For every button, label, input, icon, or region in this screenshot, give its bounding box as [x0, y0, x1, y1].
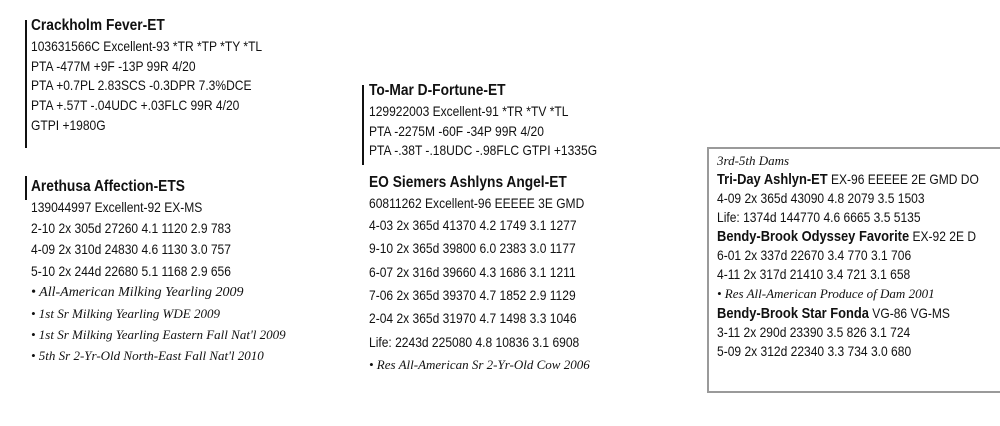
dam-entry-classification: VG-86 VG-MS [868, 305, 950, 321]
dam-entry-award: • Res All-American Produce of Dam 2001 [717, 286, 935, 301]
middle-sire-name: To-Mar D-Fortune-ET [369, 82, 506, 99]
dam-entry-record: 3-11 2x 290d 23390 3.5 826 3.1 724 [717, 324, 911, 340]
left-dam-line: 139044997 Excellent-92 EX-MS [31, 199, 203, 215]
middle-dam-award: • Res All-American Sr 2-Yr-Old Cow 2006 [369, 357, 590, 373]
middle-sire-line: PTA -2275M -60F -34P 99R 4/20 [369, 122, 544, 139]
left-sire-line: GTPI +1980G [31, 116, 106, 133]
middle-dam-block [369, 172, 619, 375]
left-dam-name: Arethusa Affection-ETS [31, 178, 185, 195]
dams-box-header: 3rd-5th Dams [717, 153, 790, 168]
middle-dam-record: 6-07 2x 316d 39660 4.3 1686 3.1 1211 [369, 263, 576, 280]
left-dam-award: • 1st Sr Milking Yearling WDE 2009 [31, 306, 220, 322]
dam-entry-name: Bendy-Brook Star Fonda [717, 305, 869, 322]
left-sire-line: PTA +.57T -.04UDC +.03FLC 99R 4/20 [31, 97, 240, 114]
dam-entry-title [717, 227, 977, 246]
left-sire-line: 103631566C Excellent-93 *TR *TP *TY *TL [31, 38, 263, 54]
dam-entry-record: 5-09 2x 312d 22340 3.3 734 3.0 680 [717, 343, 912, 359]
middle-dam-lifetime: Life: 2243d 225080 4.8 10836 3.1 6908 [369, 333, 580, 350]
dam-entry-name: Bendy-Brook Odyssey Favorite [717, 228, 910, 245]
left-sire-line: PTA +0.7PL 2.83SCS -0.3DPR 7.3%DCE [31, 77, 252, 94]
middle-dam-record: 2-04 2x 365d 31970 4.7 1498 3.3 1046 [369, 310, 577, 327]
left-dam-record: 2-10 2x 305d 27260 4.1 1120 2.9 783 [31, 219, 231, 236]
sire-bracket-middle [362, 85, 364, 165]
left-dam-award: • 1st Sr Milking Yearling Eastern Fall Nat'l 2009 [31, 327, 286, 343]
dam-entry-lifetime: Life: 1374d 144770 4.6 6665 3.5 5135 [717, 209, 921, 225]
dam-entry-title [717, 304, 965, 323]
left-dam-record: 5-10 2x 244d 22680 5.1 1168 2.9 656 [31, 262, 231, 279]
left-dam-award: • 5th Sr 2-Yr-Old North-East Fall Nat'l 2010 [31, 348, 264, 364]
left-sire-line: PTA -477M +9F -13P 99R 4/20 [31, 57, 196, 74]
middle-sire-line: 129922003 Excellent-91 *TR *TV *TL [369, 103, 569, 119]
middle-dam-line: 60811262 Excellent-96 EEEEE 3E GMD [369, 195, 585, 211]
middle-dam-record: 9-10 2x 365d 39800 6.0 2383 3.0 1177 [369, 240, 576, 257]
left-dam-block [31, 176, 286, 366]
middle-dam-record: 4-03 2x 365d 41370 4.2 1749 3.1 1277 [369, 216, 577, 233]
middle-sire-block [369, 80, 634, 161]
dam-entry-title [717, 170, 979, 189]
middle-dam-name: EO Siemers Ashlyns Angel-ET [369, 174, 567, 191]
dam-entry-record: 4-09 2x 365d 43090 4.8 2079 3.5 1503 [717, 190, 925, 206]
middle-sire-line: PTA -.38T -.18UDC -.98FLC GTPI +1335G [369, 142, 598, 159]
left-dam-record: 4-09 2x 310d 24830 4.6 1130 3.0 757 [31, 241, 231, 258]
left-dam-award: • All-American Milking Yearling 2009 [31, 285, 244, 301]
left-sire-block [31, 15, 300, 136]
sire-bracket-left [25, 20, 27, 148]
dam-entry-record: 4-11 2x 317d 21410 3.4 721 3.1 658 [717, 266, 911, 282]
dam-entry-classification: EX-92 2E D [909, 228, 977, 244]
middle-dam-record: 7-06 2x 365d 39370 4.7 1852 2.9 1129 [369, 286, 576, 303]
dam-entry-classification: EX-96 EEEEE 2E GMD DO [827, 171, 979, 187]
dam-entry-record: 6-01 2x 337d 22670 3.4 770 3.1 706 [717, 247, 912, 263]
left-sire-name: Crackholm Fever-ET [31, 17, 165, 34]
dams-box [707, 147, 1000, 393]
dam-bracket-left [25, 176, 27, 200]
dam-entry-name: Tri-Day Ashlyn-ET [717, 171, 828, 188]
